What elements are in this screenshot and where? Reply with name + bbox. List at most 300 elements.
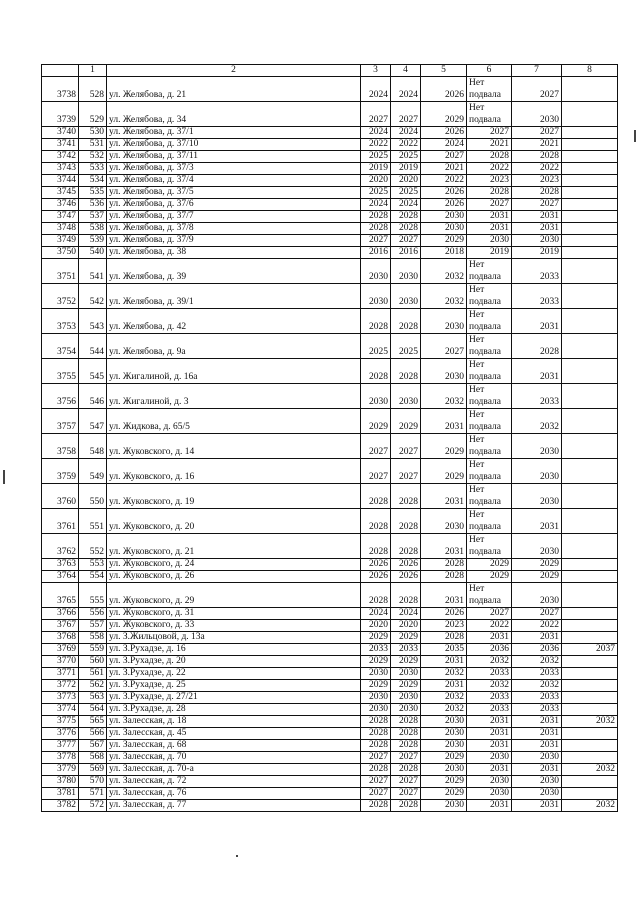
cell-col-4: 2016: [391, 247, 421, 259]
cell-col-8: [562, 359, 618, 384]
cell-col-5: 2030: [421, 728, 467, 740]
cell-col-3: 2028: [361, 534, 391, 559]
cell-col-1: 550: [79, 484, 107, 509]
cell-col-1: 535: [79, 187, 107, 199]
table-row: [42, 692, 618, 704]
cell-col-1: 560: [79, 656, 107, 668]
cell-col-7: 2027: [512, 127, 562, 139]
cell-col-2: ул. Желябова, д. 9а: [107, 334, 361, 359]
table-row: [42, 127, 618, 139]
cell-col-4: 2028: [391, 359, 421, 384]
cell-col-2: ул. Жуковского, д. 33: [107, 620, 361, 632]
cell-col-3: 2027: [361, 788, 391, 800]
cell-col-0: 3775: [42, 716, 79, 728]
cell-col-1: 572: [79, 800, 107, 812]
cell-col-2: ул. З.Рухадзе, д. 22: [107, 668, 361, 680]
cell-col-4: 2027: [391, 102, 421, 127]
cell-col-6: 2028: [467, 151, 512, 163]
cell-col-2: ул. Желябова, д. 37/11: [107, 151, 361, 163]
cell-col-3: 2028: [361, 716, 391, 728]
cell-col-1: 557: [79, 620, 107, 632]
cell-col-8: [562, 559, 618, 571]
cell-col-5: 2030: [421, 359, 467, 384]
cell-col-5: 2031: [421, 409, 467, 434]
cell-col-6: 2029: [467, 559, 512, 571]
cell-col-7: 2031: [512, 359, 562, 384]
cell-col-2: ул. Жуковского, д. 14: [107, 434, 361, 459]
cell-col-1: 541: [79, 259, 107, 284]
cell-col-8: [562, 211, 618, 223]
cell-col-8: 2032: [562, 764, 618, 776]
cell-col-1: 563: [79, 692, 107, 704]
cell-col-8: [562, 384, 618, 409]
cell-col-4: 2027: [391, 434, 421, 459]
cell-col-3: 2025: [361, 334, 391, 359]
cell-col-0: 3743: [42, 163, 79, 175]
cell-col-7: 2030: [512, 434, 562, 459]
cell-col-1: 570: [79, 776, 107, 788]
cell-col-1: 558: [79, 632, 107, 644]
cell-col-4: 2027: [391, 776, 421, 788]
cell-col-1: 547: [79, 409, 107, 434]
cell-col-0: 3765: [42, 583, 79, 608]
cell-col-8: [562, 680, 618, 692]
cell-col-2: ул. Жуковского, д. 31: [107, 608, 361, 620]
cell-col-5: 2032: [421, 384, 467, 409]
cell-col-4: 2028: [391, 534, 421, 559]
cell-col-3: 2029: [361, 632, 391, 644]
cell-col-2: ул. Залесская, д. 70: [107, 752, 361, 764]
cell-col-3: 2033: [361, 644, 391, 656]
cell-col-3: 2027: [361, 459, 391, 484]
cell-col-8: [562, 175, 618, 187]
cell-col-0: 3753: [42, 309, 79, 334]
cell-col-8: [562, 620, 618, 632]
cell-col-7: 2030: [512, 776, 562, 788]
cell-col-4: 2027: [391, 752, 421, 764]
cell-col-0: 3756: [42, 384, 79, 409]
cell-col-8: [562, 247, 618, 259]
cell-col-7: 2031: [512, 223, 562, 235]
cell-col-5: 2018: [421, 247, 467, 259]
cell-col-0: 3754: [42, 334, 79, 359]
table-row: [42, 620, 618, 632]
cell-col-5: 2024: [421, 139, 467, 151]
cell-col-0: 3770: [42, 656, 79, 668]
cell-col-7: 2029: [512, 559, 562, 571]
cell-col-1: 551: [79, 509, 107, 534]
cell-col-7: 2022: [512, 163, 562, 175]
cell-col-0: 3750: [42, 247, 79, 259]
cell-col-0: 3764: [42, 571, 79, 583]
cell-col-8: [562, 788, 618, 800]
cell-col-0: 3751: [42, 259, 79, 284]
table-row: [42, 800, 618, 812]
cell-col-2: ул. Желябова, д. 37/5: [107, 187, 361, 199]
table-row: [42, 632, 618, 644]
cell-col-6: 2029: [467, 571, 512, 583]
cell-col-4: 2029: [391, 409, 421, 434]
cell-col-3: 2025: [361, 187, 391, 199]
cell-col-4: 2024: [391, 608, 421, 620]
cell-col-0: 3758: [42, 434, 79, 459]
cell-col-1: 552: [79, 534, 107, 559]
cell-col-1: 534: [79, 175, 107, 187]
cell-col-7: 2030: [512, 235, 562, 247]
cell-col-4: 2020: [391, 175, 421, 187]
table-row: [42, 259, 618, 284]
cell-col-6: Нет подвала: [467, 534, 512, 559]
cell-col-4: 2030: [391, 704, 421, 716]
cell-col-0: 3759: [42, 459, 79, 484]
cell-col-2: ул. Желябова, д. 37/10: [107, 139, 361, 151]
cell-col-6: 2021: [467, 139, 512, 151]
cell-col-8: [562, 583, 618, 608]
cell-col-7: 2031: [512, 716, 562, 728]
cell-col-2: ул. Желябова, д. 37/9: [107, 235, 361, 247]
cell-col-3: 2026: [361, 571, 391, 583]
cell-col-7: 2030: [512, 752, 562, 764]
cell-col-4: 2028: [391, 764, 421, 776]
cell-col-7: 2023: [512, 175, 562, 187]
cell-col-6: Нет подвала: [467, 334, 512, 359]
cell-col-4: 2027: [391, 459, 421, 484]
cell-col-5: 2026: [421, 77, 467, 102]
cell-col-4: 2024: [391, 127, 421, 139]
cell-col-1: 556: [79, 608, 107, 620]
cell-col-7: 2027: [512, 77, 562, 102]
cell-col-3: 2020: [361, 620, 391, 632]
cell-col-4: 2028: [391, 309, 421, 334]
cell-col-2: ул. Желябова, д. 39: [107, 259, 361, 284]
header-cell: 2: [107, 65, 361, 77]
cell-col-5: 2032: [421, 704, 467, 716]
table-row: [42, 211, 618, 223]
cell-col-4: 2025: [391, 334, 421, 359]
cell-col-4: 2026: [391, 559, 421, 571]
cell-col-8: [562, 127, 618, 139]
cell-col-2: ул. Желябова, д. 42: [107, 309, 361, 334]
cell-col-8: [562, 259, 618, 284]
cell-col-7: 2033: [512, 668, 562, 680]
table-row: [42, 235, 618, 247]
cell-col-5: 2035: [421, 644, 467, 656]
cell-col-8: 2032: [562, 800, 618, 812]
cell-col-8: [562, 704, 618, 716]
cell-col-7: 2027: [512, 199, 562, 211]
cell-col-7: 2031: [512, 211, 562, 223]
cell-col-7: 2031: [512, 740, 562, 752]
cell-col-7: 2030: [512, 583, 562, 608]
cell-col-4: 2030: [391, 259, 421, 284]
table-row: [42, 359, 618, 384]
cell-col-4: 2030: [391, 668, 421, 680]
cell-col-3: 2024: [361, 199, 391, 211]
cell-col-2: ул. Жуковского, д. 21: [107, 534, 361, 559]
cell-col-2: ул. Жуковского, д. 26: [107, 571, 361, 583]
table-row: [42, 247, 618, 259]
cell-col-7: 2031: [512, 800, 562, 812]
cell-col-7: 2029: [512, 571, 562, 583]
cell-col-2: ул. З.Рухадзе, д. 27/21: [107, 692, 361, 704]
cell-col-3: 2027: [361, 752, 391, 764]
cell-col-0: 3781: [42, 788, 79, 800]
cell-col-8: [562, 187, 618, 199]
cell-col-6: 2031: [467, 728, 512, 740]
cell-col-3: 2028: [361, 359, 391, 384]
cell-col-1: 568: [79, 752, 107, 764]
cell-col-3: 2030: [361, 704, 391, 716]
cell-col-4: 2024: [391, 77, 421, 102]
cell-col-2: ул. Жуковского, д. 19: [107, 484, 361, 509]
cell-col-7: 2030: [512, 459, 562, 484]
cell-col-5: 2027: [421, 334, 467, 359]
table-row: [42, 102, 618, 127]
cell-col-3: 2030: [361, 692, 391, 704]
cell-col-3: 2028: [361, 484, 391, 509]
cell-col-8: [562, 776, 618, 788]
cell-col-2: ул. Желябова, д. 37/1: [107, 127, 361, 139]
cell-col-5: 2028: [421, 559, 467, 571]
cell-col-0: 3766: [42, 608, 79, 620]
cell-col-8: [562, 199, 618, 211]
cell-col-6: Нет подвала: [467, 284, 512, 309]
cell-col-3: 2026: [361, 559, 391, 571]
cell-col-7: 2027: [512, 608, 562, 620]
cell-col-2: ул. Желябова, д. 39/1: [107, 284, 361, 309]
cell-col-6: 2027: [467, 127, 512, 139]
cell-col-1: 562: [79, 680, 107, 692]
cell-col-5: 2028: [421, 571, 467, 583]
cell-col-0: 3760: [42, 484, 79, 509]
table-row: [42, 151, 618, 163]
cell-col-0: 3739: [42, 102, 79, 127]
cell-col-4: 2027: [391, 235, 421, 247]
cell-col-7: 2022: [512, 620, 562, 632]
cell-col-6: 2027: [467, 199, 512, 211]
cell-col-8: [562, 692, 618, 704]
cell-col-0: 3773: [42, 692, 79, 704]
cell-col-8: [562, 668, 618, 680]
cell-col-6: Нет подвала: [467, 583, 512, 608]
cell-col-1: 538: [79, 223, 107, 235]
cell-col-6: Нет подвала: [467, 77, 512, 102]
cell-col-5: 2030: [421, 309, 467, 334]
table-row: [42, 728, 618, 740]
cell-col-1: 569: [79, 764, 107, 776]
table-row: [42, 716, 618, 728]
cell-col-6: 2031: [467, 716, 512, 728]
cell-col-2: ул. Желябова, д. 34: [107, 102, 361, 127]
cell-col-2: ул. З.Рухадзе, д. 25: [107, 680, 361, 692]
cell-col-8: [562, 102, 618, 127]
cell-col-1: 571: [79, 788, 107, 800]
table-row: [42, 459, 618, 484]
cell-col-7: 2030: [512, 102, 562, 127]
cell-col-3: 2024: [361, 127, 391, 139]
cell-col-2: ул. Залесская, д. 76: [107, 788, 361, 800]
cell-col-6: Нет подвала: [467, 259, 512, 284]
cell-col-1: 529: [79, 102, 107, 127]
cell-col-5: 2030: [421, 716, 467, 728]
cell-col-0: 3777: [42, 740, 79, 752]
table-row: [42, 559, 618, 571]
cell-col-4: 2020: [391, 620, 421, 632]
cell-col-4: 2025: [391, 187, 421, 199]
cell-col-5: 2026: [421, 199, 467, 211]
cell-col-3: 2028: [361, 728, 391, 740]
cell-col-2: ул. Залесская, д. 70-а: [107, 764, 361, 776]
table-row: [42, 163, 618, 175]
cell-col-1: 567: [79, 740, 107, 752]
cell-col-5: 2032: [421, 259, 467, 284]
cell-col-8: [562, 334, 618, 359]
cell-col-5: 2031: [421, 656, 467, 668]
cell-col-7: 2019: [512, 247, 562, 259]
cell-col-3: 2025: [361, 151, 391, 163]
cell-col-0: 3776: [42, 728, 79, 740]
cell-col-4: 2030: [391, 284, 421, 309]
header-cell: 6: [467, 65, 512, 77]
cell-col-7: 2031: [512, 764, 562, 776]
cell-col-2: ул. Жигалиной, д. 16а: [107, 359, 361, 384]
cell-col-8: [562, 608, 618, 620]
cell-col-4: 2029: [391, 656, 421, 668]
cell-col-3: 2028: [361, 309, 391, 334]
cell-col-5: 2030: [421, 764, 467, 776]
header-cell: 1: [79, 65, 107, 77]
cell-col-4: 2028: [391, 211, 421, 223]
cell-col-0: 3755: [42, 359, 79, 384]
cell-col-5: 2032: [421, 284, 467, 309]
cell-col-8: [562, 728, 618, 740]
cell-col-8: [562, 434, 618, 459]
cell-col-4: 2027: [391, 788, 421, 800]
cell-col-4: 2033: [391, 644, 421, 656]
cell-col-3: 2022: [361, 139, 391, 151]
cell-col-5: 2021: [421, 163, 467, 175]
cell-col-3: 2024: [361, 77, 391, 102]
cell-col-2: ул. Желябова, д. 38: [107, 247, 361, 259]
cell-col-4: 2028: [391, 740, 421, 752]
table-row: [42, 764, 618, 776]
cell-col-7: 2036: [512, 644, 562, 656]
cell-col-6: 2031: [467, 632, 512, 644]
cell-col-6: 2031: [467, 223, 512, 235]
cell-col-0: 3769: [42, 644, 79, 656]
cell-col-1: 565: [79, 716, 107, 728]
cell-col-7: 2030: [512, 484, 562, 509]
table-row: [42, 788, 618, 800]
cell-col-5: 2022: [421, 175, 467, 187]
cell-col-0: 3747: [42, 211, 79, 223]
table-row: [42, 77, 618, 102]
cell-col-5: 2029: [421, 102, 467, 127]
cell-col-8: [562, 284, 618, 309]
cell-col-6: 2031: [467, 211, 512, 223]
cell-col-4: 2030: [391, 384, 421, 409]
cell-col-3: 2030: [361, 668, 391, 680]
cell-col-7: 2031: [512, 632, 562, 644]
table-row: [42, 668, 618, 680]
cell-col-5: 2030: [421, 211, 467, 223]
cell-col-6: 2019: [467, 247, 512, 259]
scan-mark: [634, 130, 636, 142]
table-row: [42, 776, 618, 788]
cell-col-1: 564: [79, 704, 107, 716]
cell-col-2: ул. Желябова, д. 37/4: [107, 175, 361, 187]
cell-col-0: 3746: [42, 199, 79, 211]
cell-col-1: 537: [79, 211, 107, 223]
cell-col-0: 3752: [42, 284, 79, 309]
cell-col-0: 3782: [42, 800, 79, 812]
cell-col-6: 2023: [467, 175, 512, 187]
cell-col-6: 2030: [467, 752, 512, 764]
header-cell: [42, 65, 79, 77]
cell-col-8: [562, 752, 618, 764]
table-row: [42, 334, 618, 359]
cell-col-3: 2030: [361, 259, 391, 284]
table-row: [42, 175, 618, 187]
cell-col-2: ул. Залесская, д. 72: [107, 776, 361, 788]
cell-col-2: ул. Желябова, д. 37/6: [107, 199, 361, 211]
cell-col-6: Нет подвала: [467, 409, 512, 434]
cell-col-1: 555: [79, 583, 107, 608]
cell-col-1: 528: [79, 77, 107, 102]
table-row: [42, 384, 618, 409]
cell-col-5: 2029: [421, 434, 467, 459]
cell-col-1: 536: [79, 199, 107, 211]
cell-col-3: 2029: [361, 680, 391, 692]
cell-col-6: Нет подвала: [467, 102, 512, 127]
cell-col-8: [562, 571, 618, 583]
cell-col-5: 2030: [421, 800, 467, 812]
cell-col-6: 2022: [467, 163, 512, 175]
cell-col-8: [562, 656, 618, 668]
cell-col-5: 2026: [421, 608, 467, 620]
cell-col-7: 2032: [512, 656, 562, 668]
cell-col-8: [562, 509, 618, 534]
cell-col-0: 3762: [42, 534, 79, 559]
cell-col-3: 2028: [361, 583, 391, 608]
cell-col-6: 2032: [467, 656, 512, 668]
table-row: [42, 534, 618, 559]
cell-col-4: 2028: [391, 583, 421, 608]
table-row: [42, 309, 618, 334]
cell-col-8: [562, 409, 618, 434]
cell-col-7: 2032: [512, 680, 562, 692]
cell-col-8: [562, 235, 618, 247]
cell-col-3: 2028: [361, 800, 391, 812]
cell-col-6: Нет подвала: [467, 384, 512, 409]
cell-col-4: 2019: [391, 163, 421, 175]
cell-col-7: 2033: [512, 692, 562, 704]
cell-col-1: 559: [79, 644, 107, 656]
cell-col-7: 2033: [512, 384, 562, 409]
cell-col-0: 3749: [42, 235, 79, 247]
cell-col-2: ул. Желябова, д. 21: [107, 77, 361, 102]
cell-col-5: 2026: [421, 127, 467, 139]
cell-col-2: ул. Жуковского, д. 16: [107, 459, 361, 484]
cell-col-8: [562, 534, 618, 559]
table-row: [42, 509, 618, 534]
table-row: [42, 571, 618, 583]
cell-col-5: 2026: [421, 187, 467, 199]
cell-col-2: ул. Жуковского, д. 29: [107, 583, 361, 608]
table-row: [42, 223, 618, 235]
cell-col-6: 2030: [467, 788, 512, 800]
cell-col-8: [562, 77, 618, 102]
